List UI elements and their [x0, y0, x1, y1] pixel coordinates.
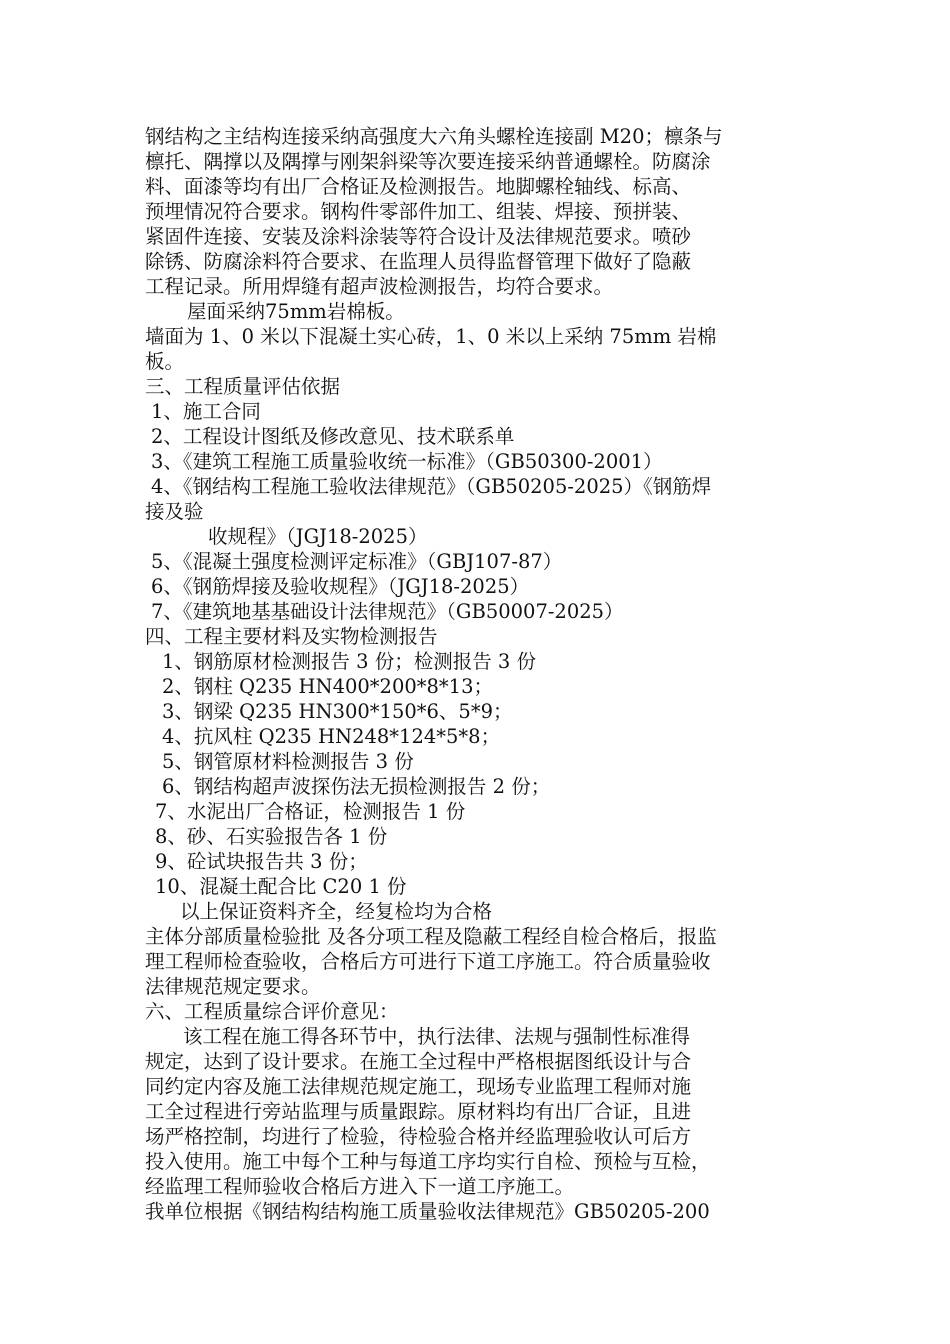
list-item: 4、抗风柱 Q235 HN248*124*5*8；: [162, 725, 501, 748]
body-text-line: 料、面漆等均有出厂合格证及检测报告。地脚螺栓轴线、标高、: [145, 175, 692, 198]
list-item: 9、砼试块报告共 3 份；: [155, 850, 368, 873]
section-heading: 六、工程质量综合评价意见：: [145, 1000, 399, 1023]
list-item: 10、混凝土配合比 C20 1 份: [155, 875, 407, 898]
body-text-line: 我单位根据《钢结构结构施工质量验收法律规范》GB50205-200: [145, 1200, 710, 1223]
list-item: 接及验: [145, 500, 204, 523]
body-text-line: 该工程在施工得各环节中，执行法律、法规与强制性标准得: [183, 1025, 691, 1048]
body-text-line: 同约定内容及施工法律规范规定施工，现场专业监理工程师对施: [145, 1075, 692, 1098]
list-item: 7、水泥出厂合格证，检测报告 1 份: [155, 800, 466, 823]
body-text-line: 工程记录。所用焊缝有超声波检测报告，均符合要求。: [145, 275, 614, 298]
body-text-line: 预埋情况符合要求。钢构件零部件加工、组装、焊接、预拼装、: [145, 200, 692, 223]
body-text-line: 除锈、防腐涂料符合要求、在监理人员得监督管理下做好了隐蔽: [145, 250, 692, 273]
list-item: 2、钢柱 Q235 HN400*200*8*13；: [162, 675, 493, 698]
list-item: 6、《钢筋焊接及验收规程》（JGJ18-2025）: [151, 575, 530, 598]
body-text-line: 紧固件连接、安装及涂料涂装等符合设计及法律规范要求。喷砂: [145, 225, 692, 248]
list-item: 2、工程设计图纸及修改意见、技术联系单: [151, 425, 515, 448]
body-text-line: 场严格控制，均进行了检验，待检验合格并经监理验收认可后方: [145, 1125, 692, 1148]
list-item: 6、钢结构超声波探伤法无损检测报告 2 份；: [162, 775, 551, 798]
list-item: 3、钢梁 Q235 HN300*150*6、5*9；: [162, 700, 513, 723]
section-heading: 三、工程质量评估依据: [145, 375, 341, 398]
list-item: 1、钢筋原材检测报告 3 份；检测报告 3 份: [162, 650, 537, 673]
body-text-line: 檩托、隅撑以及隅撑与刚架斜梁等次要连接采纳普通螺栓。防腐涂: [145, 150, 711, 173]
section-heading: 四、工程主要材料及实物检测报告: [145, 625, 438, 648]
body-text-line: 以上保证资料齐全，经复检均为合格: [180, 900, 493, 923]
body-text-line: 规定，达到了设计要求。在施工全过程中严格根据图纸设计与合: [145, 1050, 692, 1073]
body-text-line: 屋面采纳75mm岩棉板。: [187, 300, 405, 323]
list-item: 3、《建筑工程施工质量验收统一标准》（GB50300-2001）: [151, 450, 663, 473]
list-item: 4、《钢结构工程施工验收法律规范》（GB50205-2025）《钢筋焊: [151, 475, 712, 498]
list-item: 7、《建筑地基基础设计法律规范》（GB50007-2025）: [151, 600, 624, 623]
body-text-line: 投入使用。施工中每个工种与每道工序均实行自检、预检与互检，: [145, 1150, 711, 1173]
list-item: 收规程》（JGJ18-2025）: [208, 525, 428, 548]
body-text-line: 经监理工程师验收合格后方进入下一道工序施工。: [145, 1175, 575, 1198]
body-text-line: 主体分部质量检验批 及各分项工程及隐蔽工程经自检合格后，报监: [145, 925, 717, 948]
list-item: 5、钢管原材料检测报告 3 份: [162, 750, 414, 773]
list-item: 5、《混凝土强度检测评定标准》（GBJ107-87）: [151, 550, 563, 573]
body-text-line: 墙面为 1、0 米以下混凝土实心砖，1、0 米以上采纳 75mm 岩棉: [145, 325, 717, 348]
list-item: 8、砂、石实验报告各 1 份: [155, 825, 388, 848]
body-text-line: 板。: [145, 350, 185, 373]
body-text-line: 工全过程进行旁站监理与质量跟踪。原材料均有出厂合证，且进: [145, 1100, 692, 1123]
body-text-line: 钢结构之主结构连接采纳高强度大六角头螺栓连接副 M20；檩条与: [145, 125, 723, 148]
list-item: 1、施工合同: [151, 400, 261, 423]
body-text-line: 法律规范规定要求。: [145, 975, 321, 998]
body-text-line: 理工程师检查验收，合格后方可进行下道工序施工。符合质量验收: [145, 950, 711, 973]
